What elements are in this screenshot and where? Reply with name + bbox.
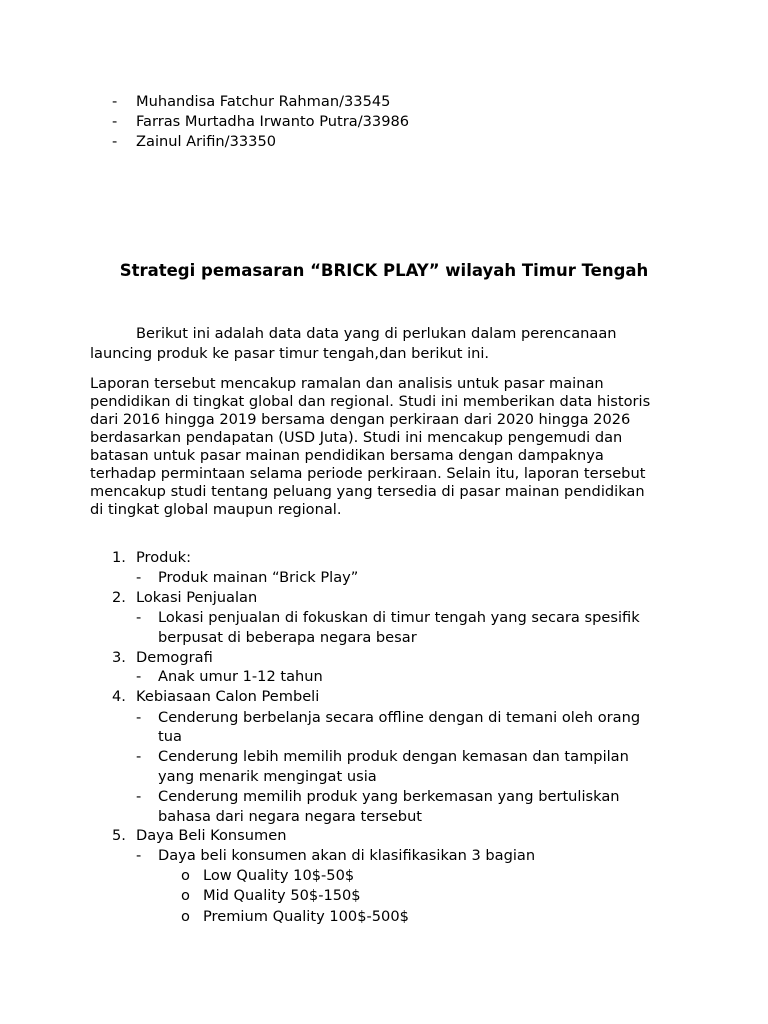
paragraph-line: Berikut ini adalah data data yang di perlukan dalam perencanaan <box>136 325 617 342</box>
list-subitem: Produk mainan “Brick Play” <box>158 569 359 586</box>
list-number: 4. <box>112 688 126 705</box>
list-item-heading: Daya Beli Konsumen <box>136 827 287 844</box>
list-dash: - <box>136 709 142 726</box>
circle-bullet-icon: o <box>181 908 190 925</box>
list-number: 5. <box>112 827 126 844</box>
list-dash: - <box>136 748 142 765</box>
list-subitem: berpusat di beberapa negara besar <box>158 629 417 646</box>
list-subitem: tua <box>158 728 182 745</box>
quality-tier: Low Quality 10$-50$ <box>203 867 355 884</box>
paragraph-line: berdasarkan pendapatan (USD Juta). Studi ini mencakup pengemudi dan <box>90 429 623 446</box>
list-item-heading: Kebiasaan Calon Pembeli <box>136 688 320 705</box>
list-subitem: bahasa dari negara negara tersebut <box>158 808 423 825</box>
author-dash: - <box>112 133 118 150</box>
list-subitem: Daya beli konsumen akan di klasifikasikan 3 bagian <box>158 847 536 864</box>
list-dash: - <box>136 609 142 626</box>
circle-bullet-icon: o <box>181 887 190 904</box>
list-item-heading: Demografi <box>136 649 213 666</box>
list-number: 1. <box>112 549 126 566</box>
list-subitem: Lokasi penjualan di fokuskan di timur tengah yang secara spesifik <box>158 609 640 626</box>
list-subitem: Cenderung lebih memilih produk dengan kemasan dan tampilan <box>158 748 629 765</box>
author-name: Farras Murtadha Irwanto Putra/33986 <box>136 113 410 130</box>
list-subitem: yang menarik mengingat usia <box>158 768 377 785</box>
list-item-heading: Produk: <box>136 549 192 566</box>
paragraph-line: terhadap permintaan selama periode perkiraan. Selain itu, laporan tersebut <box>90 465 646 482</box>
document-title: Strategi pemasaran “BRICK PLAY” wilayah Timur Tengah <box>119 261 649 280</box>
list-dash: - <box>136 847 142 864</box>
paragraph-line: mencakup studi tentang peluang yang tersedia di pasar mainan pendidikan <box>90 483 645 500</box>
list-subitem: Cenderung memilih produk yang berkemasan yang bertuliskan <box>158 788 620 805</box>
paragraph-line: launcing produk ke pasar timur tengah,dan berikut ini. <box>90 345 490 362</box>
list-number: 3. <box>112 649 126 666</box>
list-item-heading: Lokasi Penjualan <box>136 589 258 606</box>
list-subitem: Anak umur 1-12 tahun <box>158 668 323 685</box>
author-name: Zainul Arifin/33350 <box>136 133 277 150</box>
list-dash: - <box>136 668 142 685</box>
author-name: Muhandisa Fatchur Rahman/33545 <box>136 93 391 110</box>
author-dash: - <box>112 113 118 130</box>
list-number: 2. <box>112 589 126 606</box>
circle-bullet-icon: o <box>181 867 190 884</box>
list-subitem: Cenderung berbelanja secara offline dengan di temani oleh orang <box>158 709 641 726</box>
paragraph-line: pendidikan di tingkat global dan regional. Studi ini memberikan data historis <box>90 393 651 410</box>
paragraph-line: di tingkat global maupun regional. <box>90 501 342 518</box>
paragraph-line: dari 2016 hingga 2019 bersama dengan perkiraan dari 2020 hingga 2026 <box>90 411 631 428</box>
list-dash: - <box>136 788 142 805</box>
quality-tier: Premium Quality 100$-500$ <box>203 908 409 925</box>
paragraph-line: Laporan tersebut mencakup ramalan dan analisis untuk pasar mainan <box>90 375 604 392</box>
paragraph-line: batasan untuk pasar mainan pendidikan bersama dengan dampaknya <box>90 447 604 464</box>
quality-tier: Mid Quality 50$-150$ <box>203 887 361 904</box>
author-dash: - <box>112 93 118 110</box>
list-dash: - <box>136 569 142 586</box>
